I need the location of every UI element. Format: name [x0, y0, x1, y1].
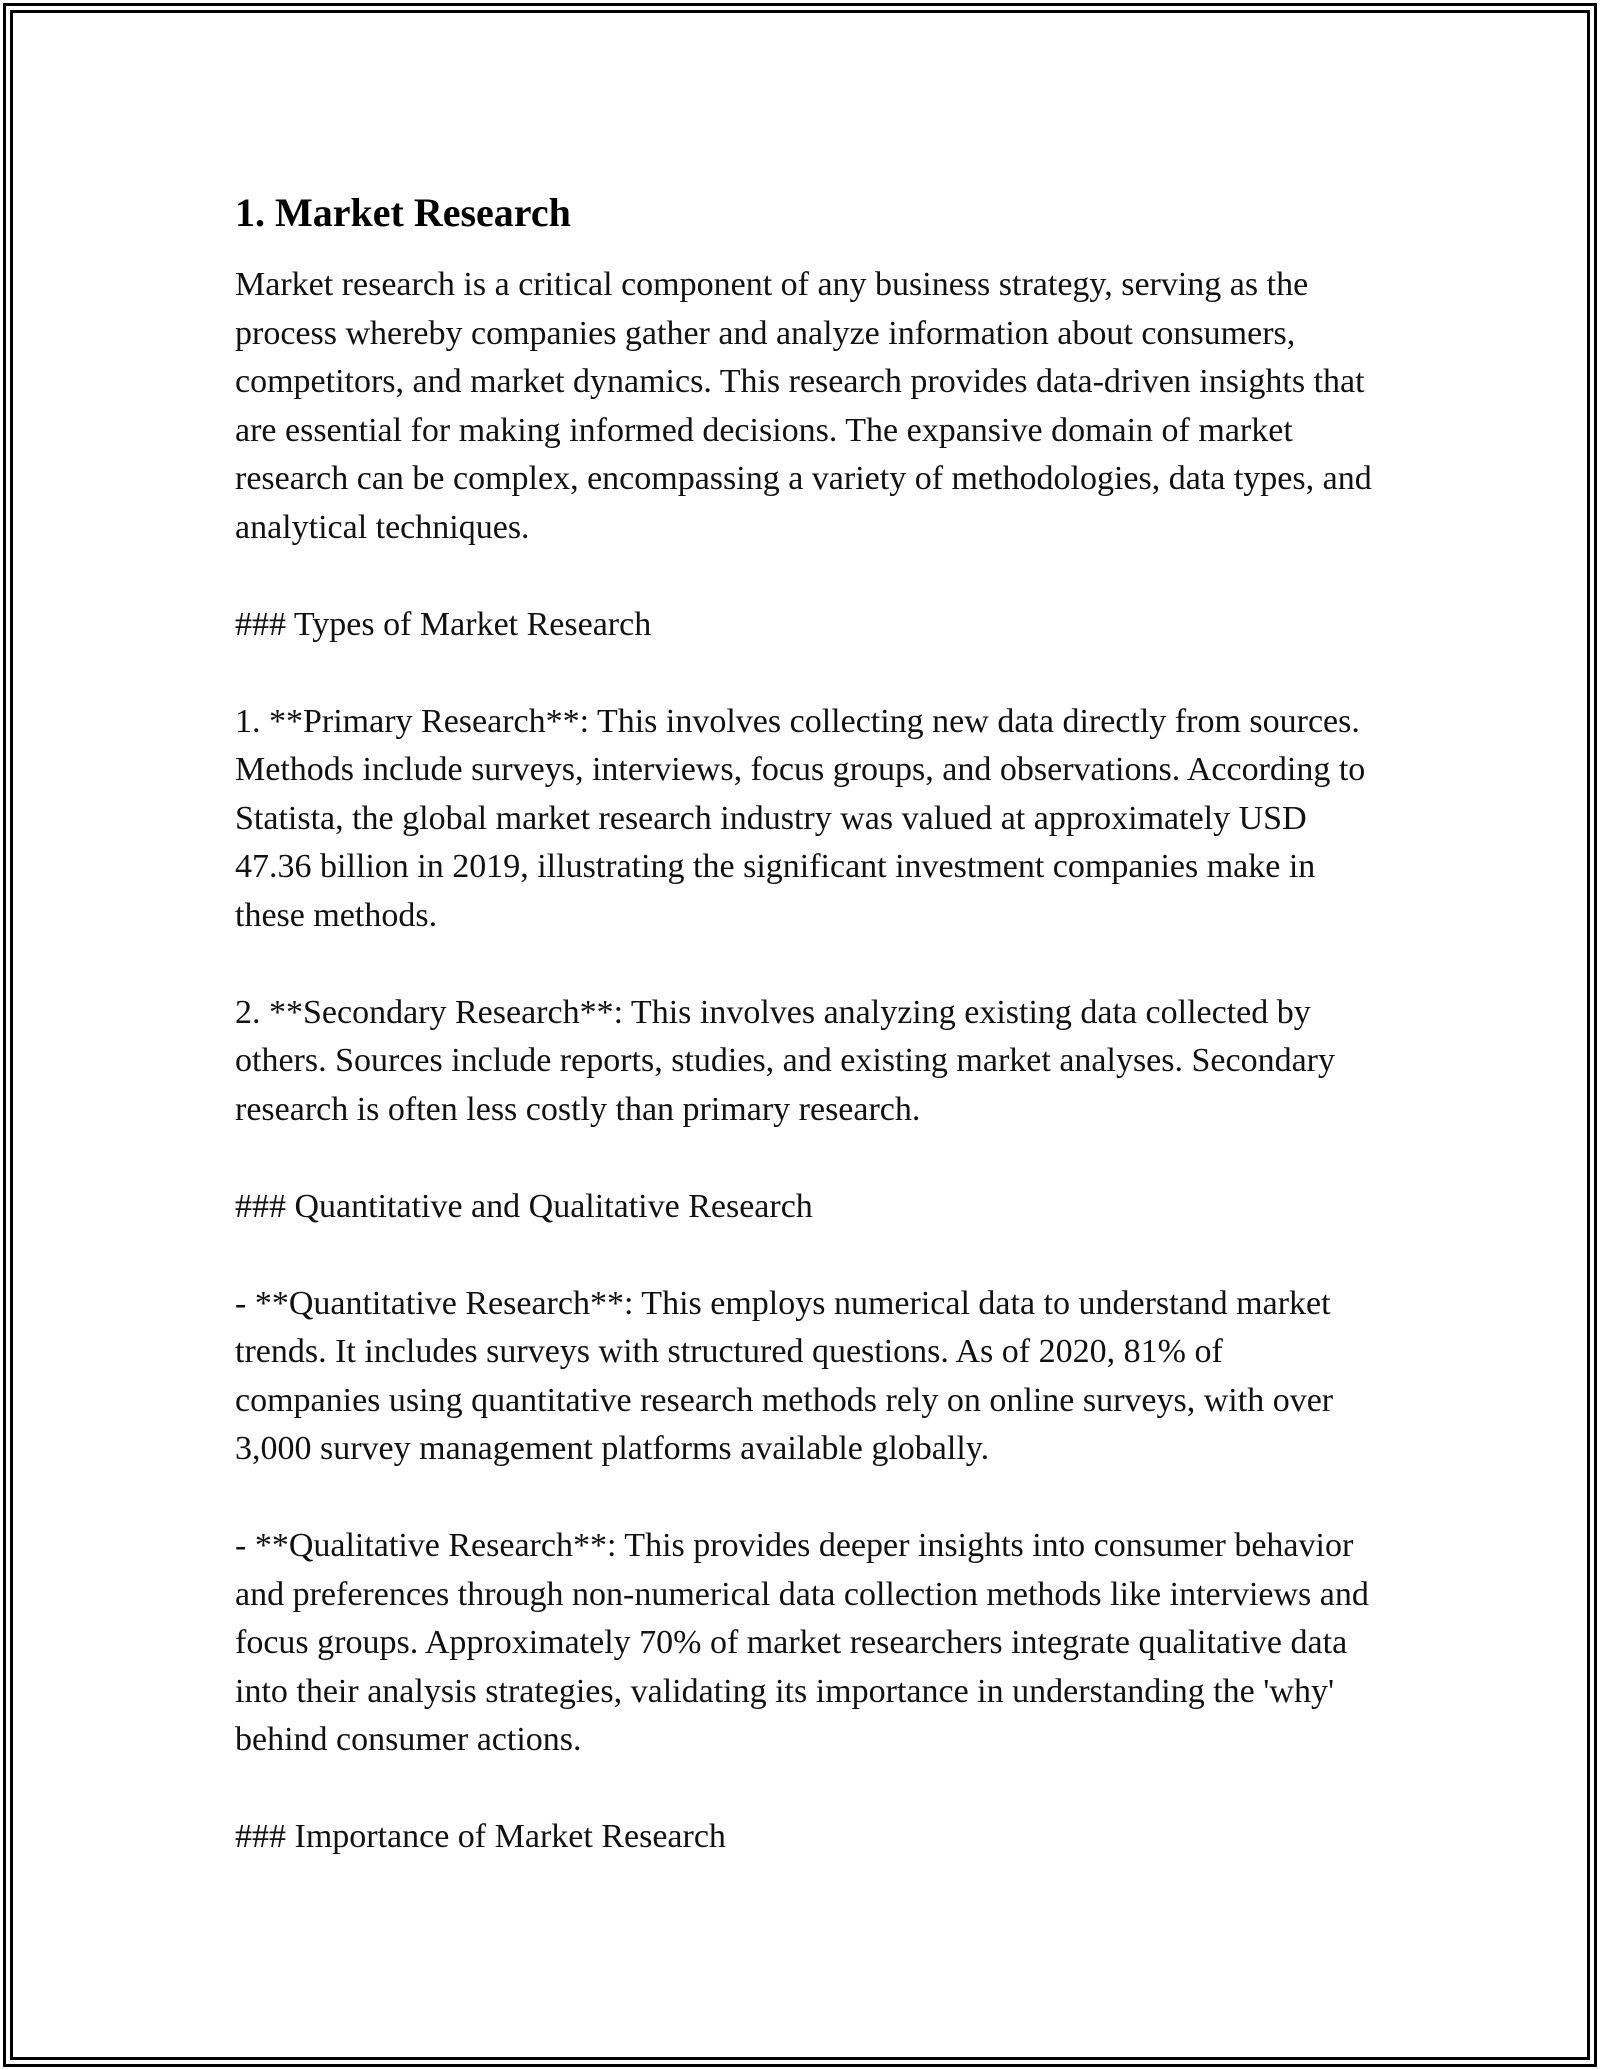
intro-paragraph: Market research is a critical component of any business strategy, serving as the process whereby companies gather and analyze information about consumers, competitors, and market dynamics. This research provides data-driven insights that are essential for making informed decisions. The expansive domain of market research can be complex, encompassing a variety of methodologies, data types, and analytical techniques.	[235, 266, 1372, 546]
section-heading-importance: ### Importance of Market Research	[235, 1818, 726, 1855]
section-heading-types: ### Types of Market Research	[235, 605, 652, 643]
document-body	[235, 185, 1375, 1862]
paragraph-primary-research: 1. **Primary Research**: This involves collecting new data directly from sources. Methods include surveys, interviews, focus groups, and observations. According to Statista, the global market research industry was valued at approximately USD 47.36 billion in 2019, illustrating the significant investment companies make in these methods.	[235, 702, 1366, 934]
paragraph-secondary-research: 2. **Secondary Research**: This involves analyzing existing data collected by others. Sources include reports, studies, and existing market analyses. Secondary research is often less costly than primary research.	[235, 993, 1336, 1128]
section-heading-quant-qual: ### Quantitative and Qualitative Research	[235, 1187, 813, 1225]
document-title: 1. Market Research	[235, 190, 571, 235]
paragraph-quantitative-research: - **Quantitative Research**: This employs numerical data to understand market trends. It includes surveys with structured questions. As of 2020, 81% of companies using quantitative research methods rely on online surveys, with over 3,000 survey management platforms available globally.	[235, 1284, 1334, 1467]
paragraph-qualitative-research: - **Qualitative Research**: This provides deeper insights into consumer behavior and preferences through non-numerical data collection methods like interviews and focus groups. Approximately 70% of market researchers integrate qualitative data into their analysis strategies, validating its importance in understanding the 'why' behind consumer actions.	[235, 1527, 1369, 1758]
